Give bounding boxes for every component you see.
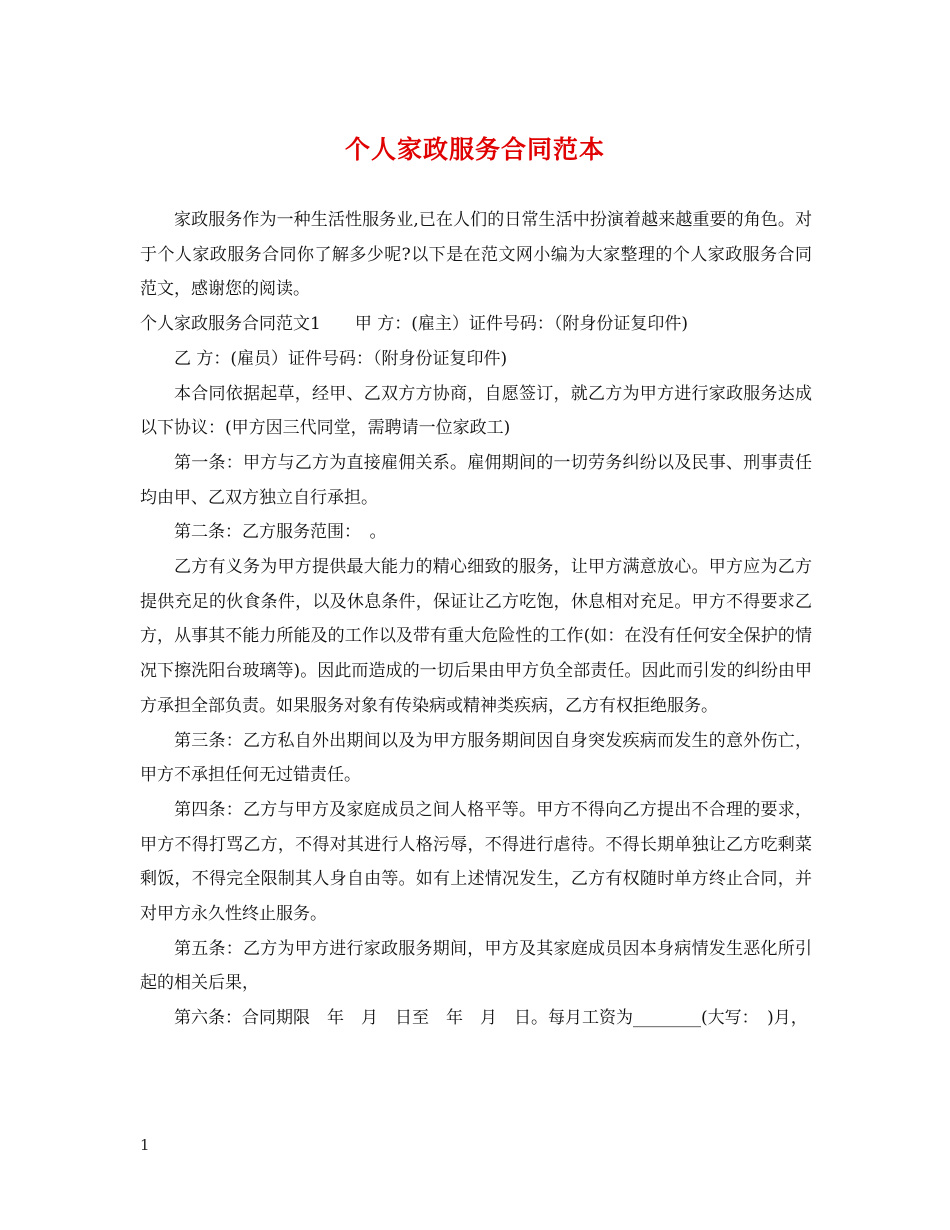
- preamble-paragraph: 本合同依据起草，经甲、乙双方方协商，自愿签订，就乙方为甲方进行家政服务达成以下协议：(甲方因三代同堂，需聘请一位家政工): [140, 383, 812, 439]
- sample-heading: 个人家政服务合同范文1: [140, 314, 321, 335]
- article-3: 第三条：乙方私自外出期间以及为甲方服务期间因自身突发疾病而发生的意外伤亡，甲方不承担任何无过错责任。: [140, 730, 812, 786]
- article-2-detail: 乙方有义务为甲方提供最大能力的精心细致的服务，让甲方满意放心。甲方应为乙方提供充足的伙食条件，以及休息条件，保证让乙方吃饱，休息相对充足。甲方不得要求乙方，从事其不能力所能及的工作以及带有重大危险性的工作(如：在没有任何安全保护的情况下擦洗阳台玻璃等)。因此而造成的一切后果由甲方负全部责任。因此而引发的纠纷由甲方承担全部负责。如果服务对象有传染病或精神类疾病，乙方有权拒绝服务。: [140, 557, 812, 716]
- intro-paragraph: 家政服务作为一种生活性服务业,已在人们的日常生活中扮演着越来越重要的角色。对于个人家政服务合同你了解多少呢?以下是在范文网小编为大家整理的个人家政服务合同范文，感谢您的阅读。: [140, 210, 812, 300]
- party-a-line: 甲 方：(雇主）证件号码：（附身份证复印件): [354, 314, 688, 335]
- party-b-line: 乙 方：(雇员）证件号码：（附身份证复印件): [174, 348, 508, 369]
- article-5: 第五条：乙方为甲方进行家政服务期间，甲方及其家庭成员因本身病情发生恶化所引起的相关后果，: [140, 938, 812, 994]
- article-2: 第二条：乙方服务范围： 。: [174, 522, 387, 543]
- article-6: 第六条：合同期限 年 月 日至 年 月 日。每月工资为________(大写： )月，: [174, 1008, 808, 1029]
- document-body: [140, 203, 812, 1036]
- article-1: 第一条：甲方与乙方为直接雇佣关系。雇佣期间的一切劳务纠纷以及民事、刑事责任均由甲、乙双方独立自行承担。: [140, 452, 812, 508]
- article-4: 第四条：乙方与甲方及家庭成员之间人格平等。甲方不得向乙方提出不合理的要求，甲方不得打骂乙方，不得对其进行人格污辱，不得进行虐待。不得长期单独让乙方吃剩菜剩饭，不得完全限制其人身自由等。如有上述情况发生，乙方有权随时单方终止合同，并对甲方永久性终止服务。: [140, 799, 812, 925]
- page-number: 1: [140, 1136, 150, 1154]
- sample-heading-line: [140, 307, 812, 342]
- document-title: 个人家政服务合同范本: [344, 135, 605, 164]
